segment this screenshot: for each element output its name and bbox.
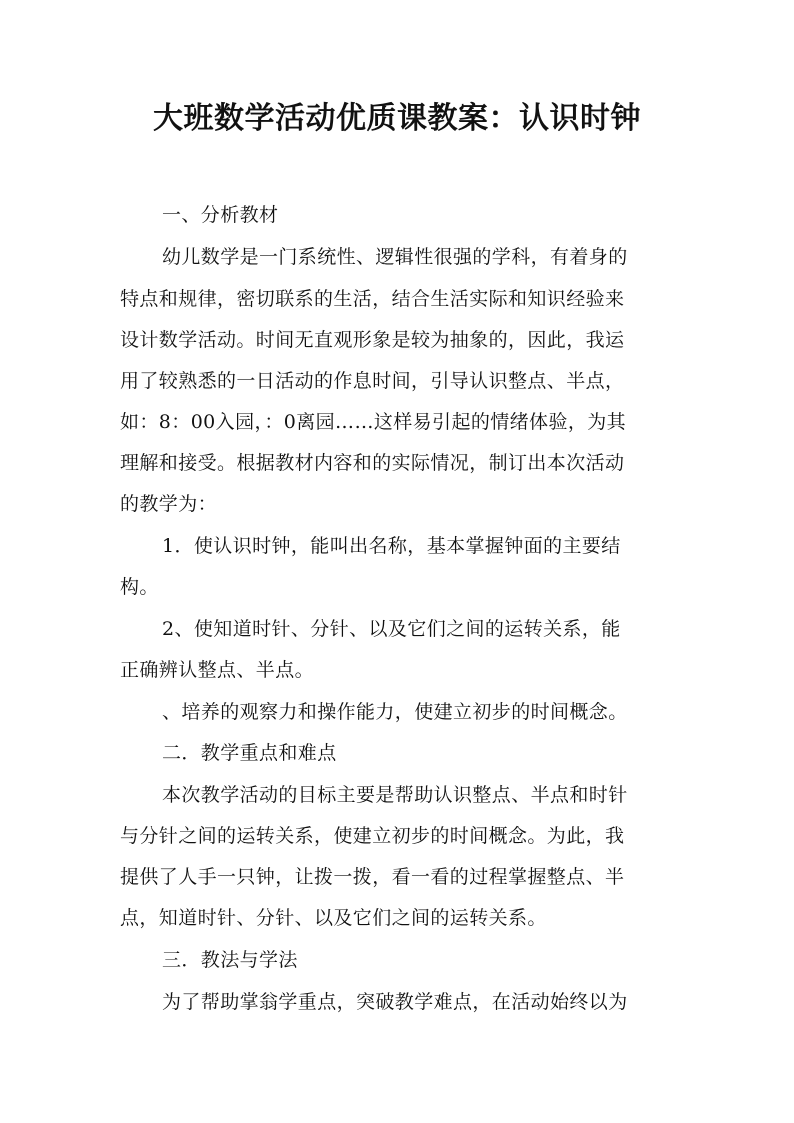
section-heading-key-points: 二．教学重点和难点 <box>162 742 337 764</box>
paragraph-line: 构。 <box>120 576 159 598</box>
list-item-goal-1: 1．使认识时钟，能叫出名称，基本掌握钟面的主要结 <box>162 535 621 557</box>
paragraph-line: 用了较熟悉的一日活动的作息时间，引导认识整点、半点， <box>120 370 625 392</box>
section-heading-analysis: 一、分析教材 <box>162 204 279 226</box>
paragraph-line: 特点和规律，密切联系的生活，结合生活实际和知识经验来 <box>120 288 625 310</box>
paragraph-line: 本次教学活动的目标主要是帮助认识整点、半点和时针 <box>162 784 628 806</box>
list-item-goal-3: 、培养的观察力和操作能力，使建立初步的时间概念。 <box>162 701 628 723</box>
paragraph-line: 提供了人手一只钟，让拨一拨，看一看的过程掌握整点、半 <box>120 866 625 888</box>
paragraph-line: 如：8：00入园，：0离园……这样易引起的情绪体验，为其 <box>120 411 627 433</box>
paragraph-line: 点，知道时针、分针、以及它们之间的运转关系。 <box>120 907 547 929</box>
paragraph-line: 理解和接受。根据教材内容和的实际情况，制订出本次活动 <box>120 452 625 474</box>
list-item-goal-2: 2、使知道时针、分针、以及它们之间的运转关系，能 <box>162 618 621 640</box>
paragraph-line: 正确辨认整点、半点。 <box>120 659 315 681</box>
section-heading-methods: 三．教法与学法 <box>162 949 298 971</box>
document-title: 大班数学活动优质课教案：认识时钟 <box>153 101 641 136</box>
paragraph-line: 与分针之间的运转关系，使建立初步的时间概念。为此，我 <box>120 825 625 847</box>
paragraph-line: 的教学为： <box>120 493 218 515</box>
paragraph-line: 幼儿数学是一门系统性、逻辑性很强的学科，有着身的 <box>162 246 628 268</box>
paragraph-line: 为了帮助掌翁学重点，突破教学难点，在活动始终以为 <box>162 991 628 1013</box>
paragraph-line: 设计数学活动。时间无直观形象是较为抽象的，因此，我运 <box>120 329 625 351</box>
